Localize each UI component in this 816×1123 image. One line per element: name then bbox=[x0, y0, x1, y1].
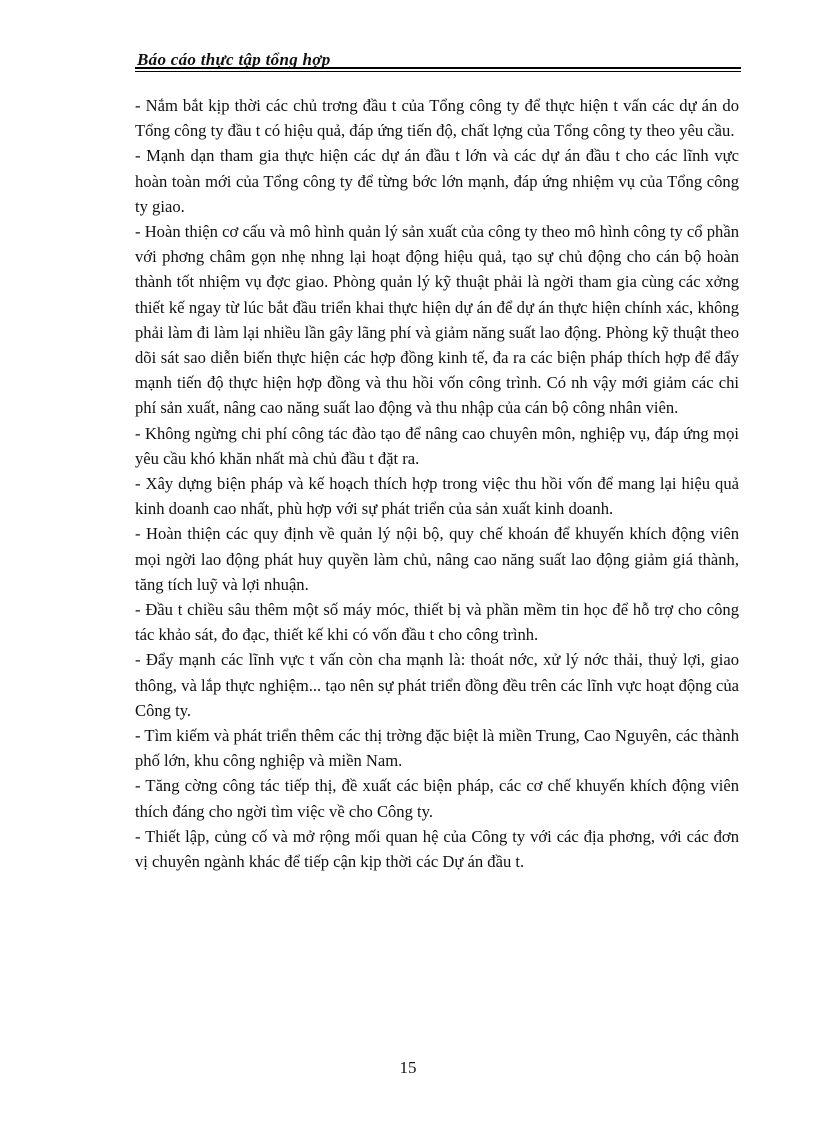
header-rule-thick bbox=[135, 67, 741, 69]
paragraph-6: - Hoàn thiện các quy định về quản lý nội bộ, quy chế khoán để khuyến khích động viên mọi ngời lao động phát huy quyền làm chủ, nâng cao năng suất lao động giảm giá thành, tăng tích luỹ và lợi nhuận. bbox=[135, 524, 739, 594]
body-text bbox=[135, 93, 739, 874]
paragraph-8: - Đẩy mạnh các lĩnh vực t vấn còn cha mạnh là: thoát nớc, xử lý nớc thải, thuỷ lợi, giao thông, và lắp thực nghiệm... tạo nên sự phát triển đồng đều trên các lĩnh vực hoạt động của Công ty. bbox=[135, 650, 739, 720]
paragraph-10: - Tăng cờng công tác tiếp thị, đề xuất các biện pháp, các cơ chế khuyến khích động viên thích đáng cho ngời tìm việc về cho Công ty. bbox=[135, 776, 739, 821]
paragraph-5: - Xây dựng biện pháp và kế hoạch thích hợp trong việc thu hồi vốn để mang lại hiệu quả kinh doanh cao nhất, phù hợp với sự phát triển của sản xuất kinh doanh. bbox=[135, 474, 739, 519]
paragraph-11: - Thiết lập, củng cố và mở rộng mối quan hệ của Công ty với các địa phơng, với các đơn vị chuyên ngành khác để tiếp cận kịp thời các Dự án đầu t. bbox=[135, 826, 739, 872]
header-rule-thin bbox=[135, 71, 741, 72]
paragraph-3: - Hoàn thiện cơ cấu và mô hình quản lý sản xuất của công ty theo mô hình công ty cổ phần với phơng châm gọn nhẹ nhng lại hoạt động hiệu quả, tạo sự chủ động cho cán bộ hoàn thành tốt nhiệm vụ đợc giao. Phòng quản lý kỹ thuật phải là ngời tham gia cùng các xởng thiết kế ngay từ lúc bắt đầu triển khai thực hiện dự án để dự án thực hiện chính xác, không phải làm đi làm lại nhiều lần gây lãng phí và giảm năng suất lao động. Phòng kỹ thuật theo dõi sát sao diễn biến thực hiện các hợp đồng kinh tế, đa ra các biện pháp thích hợp để đẩy mạnh tiến độ thực hiện hợp đồng và thu hồi vốn công trình. Có nh vậy mới giảm các chi phí sản xuất, nâng cao năng suất lao động và thu nhập của cán bộ công nhân viên. bbox=[135, 222, 739, 418]
paragraph-2: - Mạnh dạn tham gia thực hiện các dự án đầu t lớn và các dự án đầu t cho các lĩnh vực hoàn toàn mới của Tổng công ty để từng bớc lớn mạnh, đáp ứng nhiệm vụ của Tổng công ty giao. bbox=[135, 146, 739, 216]
page-header bbox=[135, 46, 741, 76]
paragraph-4: - Không ngừng chi phí công tác đào tạo để nâng cao chuyên môn, nghiệp vụ, đáp ứng mọi yêu cầu khó khăn nhất mà chủ đầu t đặt ra. bbox=[135, 423, 739, 468]
header-title: Báo cáo thực tập tổng hợp bbox=[137, 50, 331, 69]
paragraph-7: - Đầu t chiều sâu thêm một số máy móc, thiết bị và phần mềm tin học để hỗ trợ cho công tác khảo sát, đo đạc, thiết kế khi có vốn đầu t cho công trình. bbox=[135, 600, 739, 645]
page-number: 15 bbox=[399, 1058, 417, 1077]
paragraph-1: - Nắm bắt kịp thời các chủ trơng đầu t của Tổng công ty để thực hiện t vấn các dự án do Tổng công ty đầu t có hiệu quả, đáp ứng tiến độ, chất lợng của Tổng công ty theo yêu cầu. bbox=[135, 96, 739, 141]
paragraph-9: - Tìm kiếm và phát triển thêm các thị trờng đặc biệt là miền Trung, Cao Nguyên, các thành phố lớn, khu công nghiệp và miền Nam. bbox=[135, 726, 739, 771]
